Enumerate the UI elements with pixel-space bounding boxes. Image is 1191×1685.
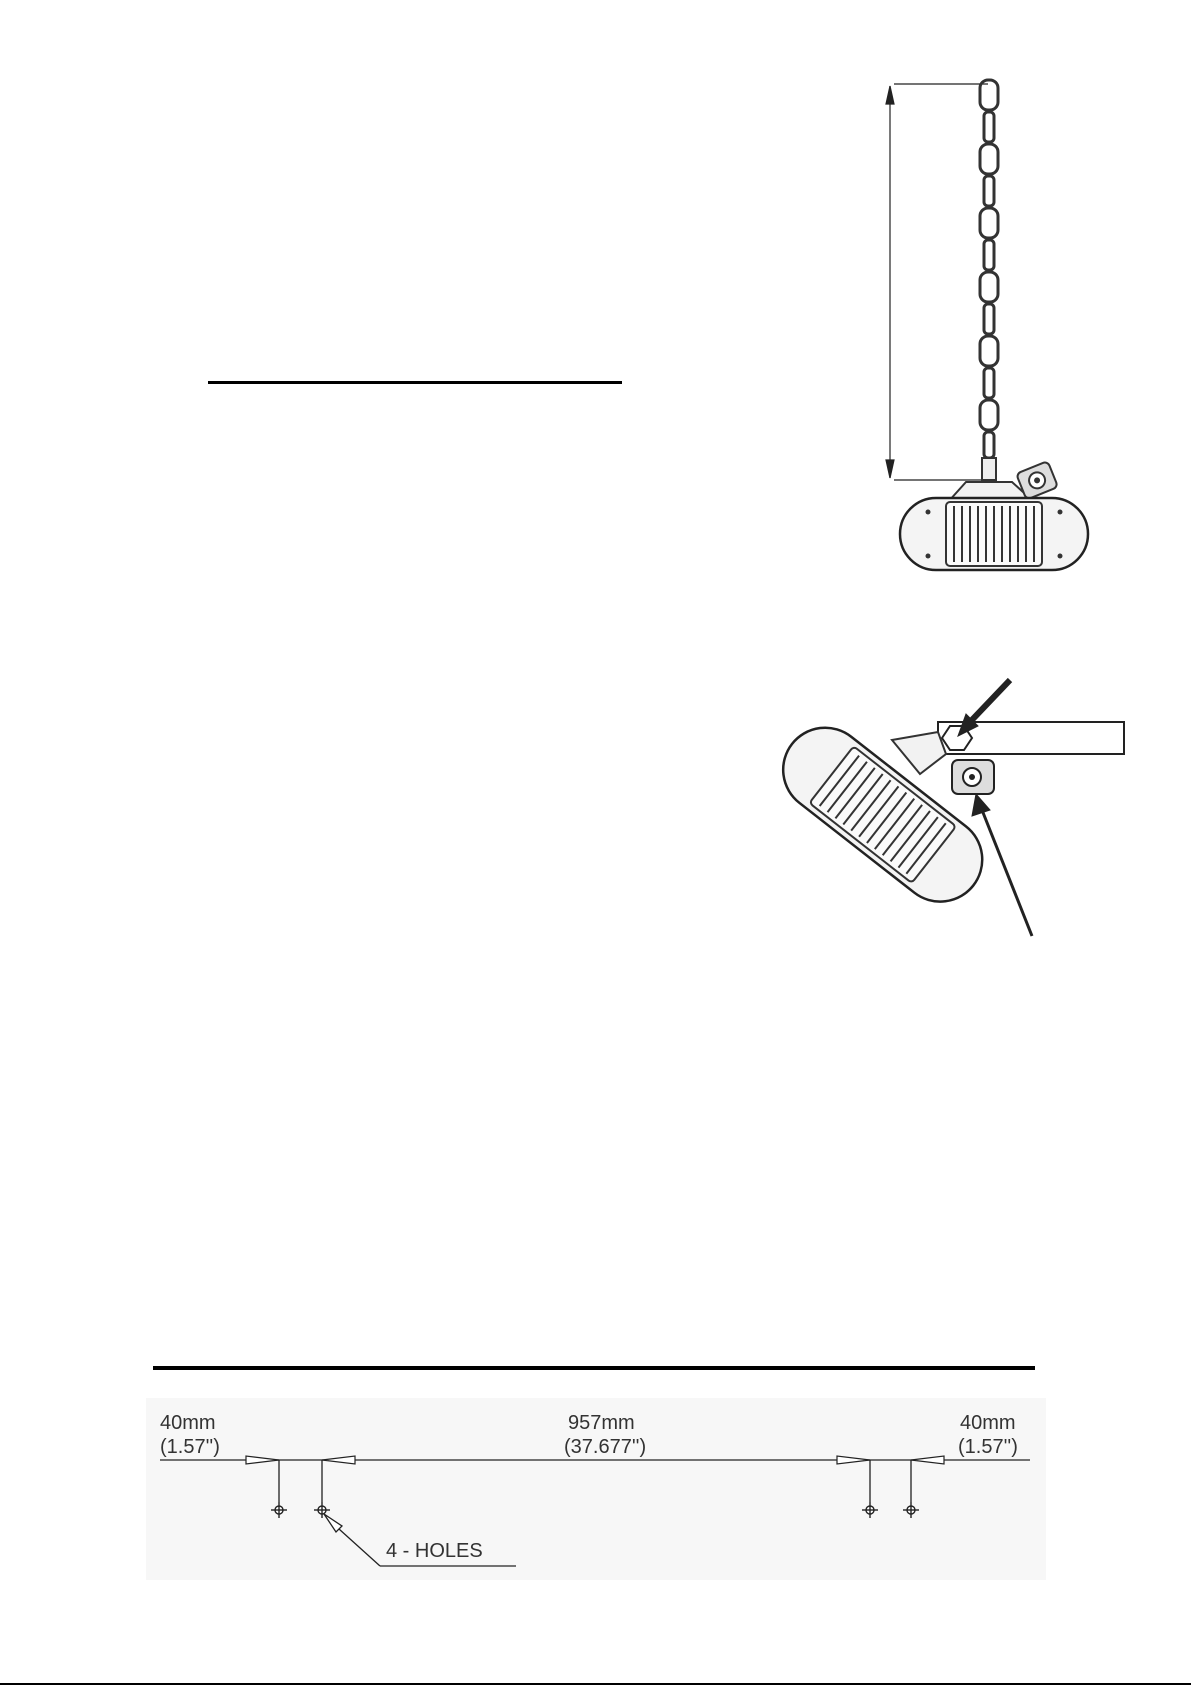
hook-plate — [982, 458, 996, 480]
hole-markers — [271, 1502, 919, 1518]
left-offset-in: (1.57'') — [160, 1436, 220, 1458]
holes-callout-label: 4 - HOLES — [386, 1540, 483, 1562]
left-offset-mm: 40mm — [160, 1412, 216, 1434]
right-offset-mm: 40mm — [960, 1412, 1016, 1434]
mounting-hole-pattern — [146, 1398, 1046, 1580]
chain-length-dimension — [886, 84, 988, 480]
hole-2 — [314, 1502, 330, 1518]
center-span-in: (37.677'') — [564, 1436, 647, 1458]
chain-mount-diagram — [860, 70, 1100, 590]
hole-1 — [271, 1502, 287, 1518]
tilt-bracket — [892, 732, 946, 774]
center-span-mm: 957mm — [568, 1412, 635, 1434]
arm-mount-tilt-diagram — [770, 670, 1130, 950]
hole-dimension-lines — [160, 1460, 1030, 1502]
chain-links — [980, 80, 998, 458]
horizontal-rule-top — [208, 381, 622, 384]
hole-4 — [903, 1502, 919, 1518]
right-offset-in: (1.57'') — [958, 1436, 1018, 1458]
hole-3 — [862, 1502, 878, 1518]
horizontal-rule-bottom — [153, 1366, 1035, 1370]
sensor-module — [952, 760, 994, 794]
